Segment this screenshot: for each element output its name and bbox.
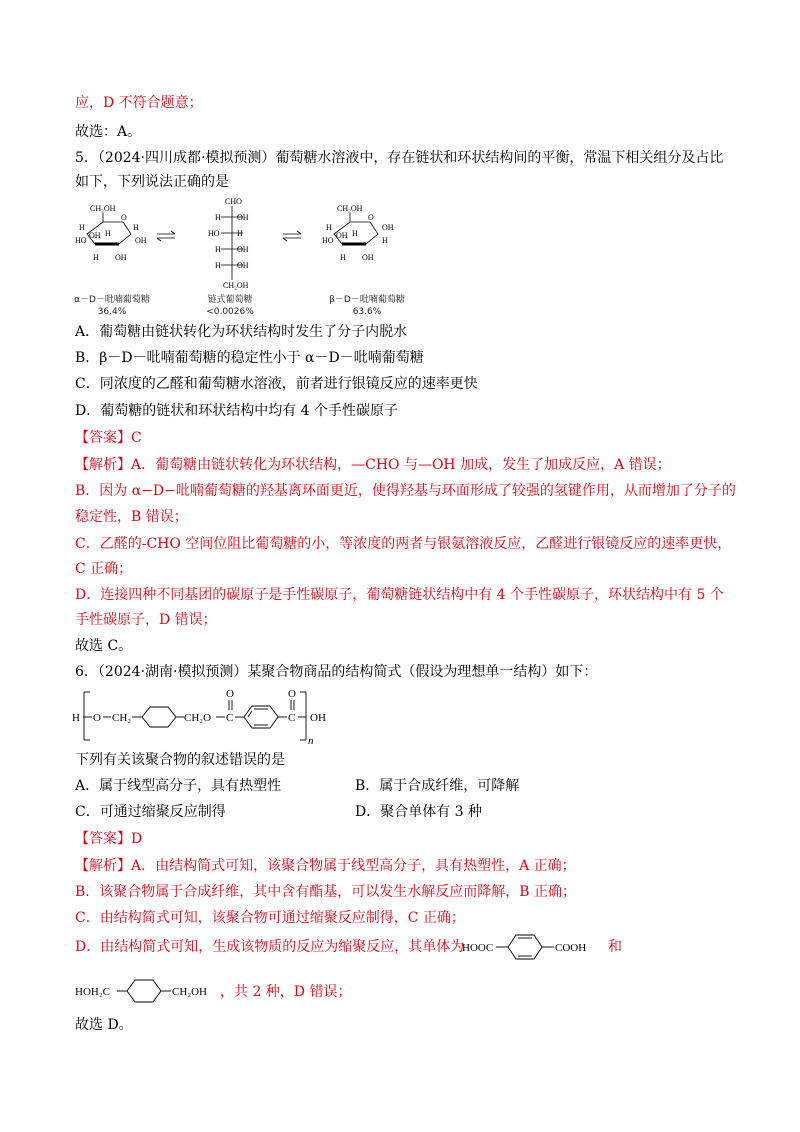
monomer1-left: HOOC (462, 942, 494, 954)
cyclohexane-ring (142, 707, 176, 727)
q5-explanation-5: C 正确； (75, 561, 133, 577)
q6-explanation-5: ，共 2 种，D 错误； (220, 984, 352, 1000)
glucose-equilibrium-figure (75, 196, 425, 296)
svg-text:CHO: CHO (225, 197, 242, 206)
cyclohexanedimethanol-structure (75, 972, 225, 1010)
svg-text:OH: OH (115, 253, 127, 262)
poly-c2: C (288, 712, 296, 724)
q5-explanation-3: 稳定性，B 错误； (75, 509, 188, 525)
alpha-name: α－D－吡喃葡萄糖 (74, 295, 150, 305)
svg-text:OH: OH (237, 261, 249, 270)
monomer2-right: CH₂OH (172, 986, 208, 998)
q6-stem-line-1: 6．（2024·湖南·模拟预测）某聚合物商品的结构简式（假设为理想单一结构）如下： (75, 664, 598, 680)
q6-answer: 【答案】D (75, 831, 143, 847)
chain-percent: <0.0026% (206, 307, 254, 317)
q5-option-c: C．同浓度的乙醛和葡萄糖水溶液，前者进行银镜反应的速率更快 (75, 376, 478, 392)
svg-text:H: H (105, 229, 111, 238)
beta-percent: 63.6% (352, 307, 382, 317)
svg-text:H: H (215, 261, 221, 270)
q5-explanation-6: D．连接四种不同基团的碳原子是手性碳原子，葡萄糖链状结构中有 4 个手性碳原子，环状结构中有 5 个 (75, 587, 724, 603)
q6-explanation-1: 【解析】A．由结构简式可知，该聚合物属于线型高分子，具有热塑性，A 正确； (75, 858, 576, 874)
q6-option-d: D．聚合单体有 3 种 (355, 804, 483, 820)
q6-and: 和 (608, 939, 622, 955)
q5-stem-line-2: 如下，下列说法正确的是 (75, 174, 229, 190)
svg-text:H: H (340, 253, 346, 262)
svg-text:CH₂OH: CH₂OH (223, 281, 249, 290)
alpha-caption (72, 294, 152, 318)
q5-explanation-7: 手性碳原子，D 错误； (75, 612, 217, 628)
q6-explanation-2: B．该聚合物属于合成纤维，其中含有酯基，可以发生水解反应而降解，B 正确； (75, 884, 577, 900)
monomer2-left: HOH₂C (75, 986, 111, 998)
q6-option-a: A．属于线型高分子，具有热塑性 (75, 778, 282, 794)
svg-text:OH: OH (336, 231, 348, 240)
equilibrium-arrow-2 (283, 231, 301, 241)
poly-o: O (93, 712, 101, 724)
poly-c1: C (226, 712, 234, 724)
svg-text:OH: OH (237, 245, 249, 254)
svg-text:CH₂OH: CH₂OH (90, 204, 116, 213)
svg-text:H: H (215, 213, 221, 222)
q5-stem-line-1: 5．（2024·四川成都·模拟预测）葡萄糖水溶液中，存在链状和环状结构间的平衡，常温下相关组分及占比 (75, 150, 724, 166)
q5-answer: 【答案】C (75, 430, 142, 446)
chain-caption (190, 294, 270, 318)
q6-stem-line-2: 下列有关该聚合物的叙述错误的是 (75, 752, 285, 768)
svg-text:HO: HO (75, 236, 87, 245)
poly-n: n (308, 735, 314, 747)
q5-explanation-4: C．乙醛的-CHO 空间位阻比葡萄糖的小，等浓度的两者与银氨溶液反应，乙醛进行银镜反应的速率更快， (75, 536, 732, 552)
q6-final-answer: 故选 D。 (75, 1017, 133, 1033)
q5-explanation-2: B．因为 α−D−吡喃葡萄糖的羟基离环面更近，使得羟基与环面形成了较强的氢键作用，从而增加了分子的 (75, 483, 736, 499)
q5-option-a: A．葡萄糖由链状转化为环状结构时发生了分子内脱水 (75, 324, 408, 340)
chain-name: 链式葡萄糖 (207, 295, 253, 305)
beta-caption (322, 294, 412, 318)
equilibrium-arrow-1 (157, 231, 175, 241)
poly-ch2o: CH₂O (184, 712, 212, 724)
svg-text:H: H (215, 245, 221, 254)
poly-o-up-2: O (288, 688, 296, 700)
q5-final-answer: 故选 C。 (75, 638, 133, 654)
q5-option-b: B．β－D－吡喃葡萄糖的稳定性小于 α－D－吡喃葡萄糖 (75, 350, 424, 366)
svg-text:H: H (79, 223, 85, 232)
svg-text:OH: OH (135, 236, 147, 245)
svg-text:H: H (382, 236, 388, 245)
beta-name: β－D－吡喃葡萄糖 (329, 295, 405, 305)
svg-text:HO: HO (208, 229, 220, 238)
chain-glucose (208, 197, 249, 290)
svg-text:OH: OH (237, 213, 249, 222)
polymer-structure (72, 686, 352, 748)
svg-text:O: O (368, 213, 374, 222)
svg-text:H: H (326, 223, 332, 232)
beta-glucose-ring (322, 204, 394, 262)
svg-text:O: O (121, 213, 127, 222)
svg-text:H: H (93, 253, 99, 262)
poly-oh: OH (310, 712, 326, 724)
svg-text:H: H (352, 229, 358, 238)
svg-text:OH: OH (382, 223, 394, 232)
q6-option-b: B．属于合成纤维，可降解 (355, 778, 520, 794)
poly-ch2: CH₂ (112, 712, 132, 724)
alpha-percent: 36.4% (97, 307, 127, 317)
svg-text:H: H (237, 229, 243, 238)
terephthalic-acid-structure (462, 924, 607, 970)
prev-final-answer: 故选：A。 (75, 124, 142, 140)
svg-text:OH: OH (89, 231, 101, 240)
q6-option-c: C．可通过缩聚反应制得 (75, 804, 226, 820)
q5-explanation-1: 【解析】A．葡萄糖由链状转化为环状结构，—CHO 与—OH 加成，发生了加成反应，A 错误； (75, 457, 671, 473)
svg-text:OH: OH (362, 253, 374, 262)
q6-explanation-3: C．由结构简式可知，该聚合物可通过缩聚反应制得，C 正确； (75, 910, 465, 926)
svg-text:HO: HO (322, 236, 334, 245)
monomer1-right: COOH (555, 942, 587, 954)
q6-explanation-4: D．由结构简式可知，生成该物质的反应为缩聚反应，其单体为 (75, 939, 465, 955)
poly-o-up-1: O (226, 688, 234, 700)
svg-text:CH₂OH: CH₂OH (337, 204, 363, 213)
poly-h: H (72, 712, 80, 724)
q5-option-d: D．葡萄糖的链状和环状结构中均有 4 个手性碳原子 (75, 403, 399, 419)
svg-text:H: H (133, 223, 139, 232)
alpha-glucose-ring (75, 204, 147, 262)
prev-line-1: 应，D 不符合题意； (75, 95, 203, 111)
